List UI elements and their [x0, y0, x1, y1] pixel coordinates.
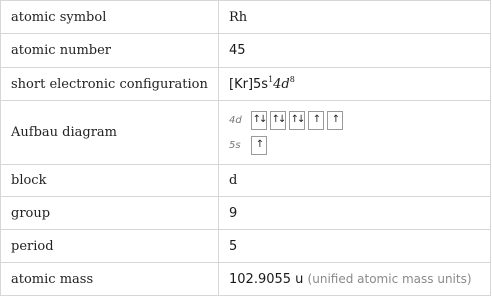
atomic-symbol-label: atomic symbol — [1, 1, 219, 34]
table-row — [1, 34, 491, 68]
orbital-box: ↑↓ — [289, 111, 305, 130]
period-label: period — [1, 230, 219, 263]
table-row — [1, 263, 491, 296]
table-row — [1, 1, 491, 34]
group-label: group — [1, 197, 219, 230]
atomic-mass-unit-note: (unified atomic mass units) — [307, 271, 472, 286]
atomic-symbol-value: Rh — [219, 1, 491, 34]
period-value: 5 — [219, 230, 491, 263]
config-orbital-2: 4d — [273, 76, 290, 92]
atomic-mass-value: 102.9055 u — [229, 271, 304, 287]
atomic-number-value: 45 — [219, 34, 491, 68]
config-core: [Kr] — [229, 76, 254, 92]
orbital-box: ↑ — [327, 111, 343, 130]
group-value: 9 — [219, 197, 491, 230]
orbital-label-4d: 4d — [229, 114, 242, 126]
block-value: d — [219, 165, 491, 197]
aufbau-label: Aufbau diagram — [1, 101, 219, 165]
table-row — [1, 165, 491, 197]
electron-config-label: short electronic configuration — [1, 68, 219, 101]
atomic-number-label: atomic number — [1, 34, 219, 68]
config-orbital-1: 5s — [253, 76, 269, 92]
orbital-box: ↑↓ — [251, 111, 267, 130]
orbital-label-5s: 5s — [229, 139, 241, 151]
table-row — [1, 230, 491, 263]
orbital-box: ↑ — [251, 136, 267, 155]
atomic-mass-cell — [219, 263, 491, 296]
config-exponent-2: 8 — [289, 74, 295, 84]
atomic-mass-label: atomic mass — [1, 263, 219, 296]
electron-config-value — [219, 68, 491, 101]
block-label: block — [1, 165, 219, 197]
orbital-row-4d — [229, 109, 480, 131]
orbital-box: ↑↓ — [270, 111, 286, 130]
config-exponent-1: 1 — [268, 74, 274, 84]
orbital-row-5s — [229, 134, 480, 156]
table-row — [1, 197, 491, 230]
table-row — [1, 68, 491, 101]
table-row — [1, 101, 491, 165]
orbital-box: ↑ — [308, 111, 324, 130]
aufbau-diagram — [219, 101, 491, 165]
